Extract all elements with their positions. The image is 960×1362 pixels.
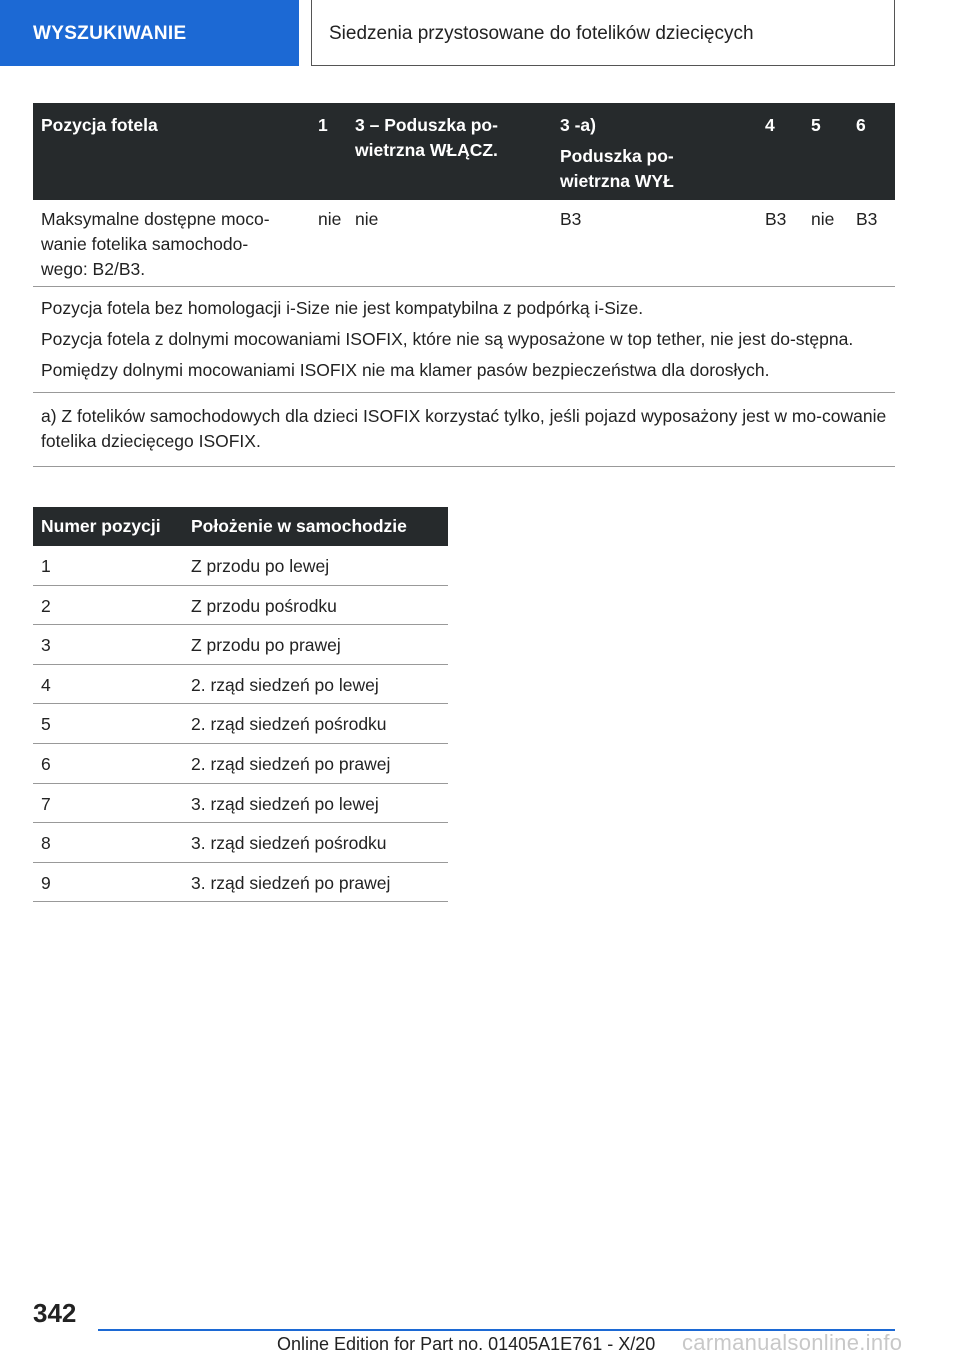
note-text: Pozycja fotela bez homologacji i-Size nie jest kompatybilna z podpórką i-Size. xyxy=(41,298,644,318)
position-location: Z przodu po prawej xyxy=(191,635,341,656)
page-header xyxy=(0,0,960,66)
search-button[interactable]: WYSZUKIWANIE xyxy=(0,0,299,66)
position-number: 8 xyxy=(41,833,51,854)
cell-value: B3 xyxy=(856,209,878,229)
header-cell-6: 6 xyxy=(856,115,866,135)
table-row xyxy=(33,546,448,586)
table-row xyxy=(33,665,448,705)
position-number: 9 xyxy=(41,872,51,893)
position-number: 4 xyxy=(41,674,51,695)
position-number: 1 xyxy=(41,556,51,576)
position-location: 2. rząd siedzeń po prawej xyxy=(191,753,391,774)
position-location: 2. rząd siedzeń pośrodku xyxy=(191,714,387,735)
position-location: 2. rząd siedzeń po lewej xyxy=(191,674,379,695)
cell-value: nie xyxy=(318,209,342,229)
position-number: 7 xyxy=(41,793,51,814)
table-row xyxy=(33,784,448,824)
note-text: Pomiędzy dolnymi mocowaniami ISOFIX nie ma klamer pasów bezpieczeństwa dla dorosłych. xyxy=(41,360,770,380)
table-header xyxy=(33,507,448,546)
position-number: 5 xyxy=(41,714,51,735)
header-cell-position-number: Numer pozycji xyxy=(41,516,161,536)
position-number: 3 xyxy=(41,635,51,656)
table-body xyxy=(33,546,448,902)
cell-value: B3 xyxy=(765,209,787,229)
header-cell-3-airbag-off: 3 -a) Poduszka po- wietrzna WYŁ xyxy=(560,115,674,191)
header-cell-4: 4 xyxy=(765,115,775,135)
table-row xyxy=(33,200,895,287)
page-number: 342 xyxy=(33,1298,77,1328)
header-cell-3-airbag-on: 3 – Poduszka po- wietrzna WŁĄCZ. xyxy=(355,115,498,160)
breadcrumb-title: Siedzenia przystosowane do fotelików dziecięcych xyxy=(329,22,754,44)
position-location: Z przodu po lewej xyxy=(191,556,330,576)
table-row xyxy=(33,863,448,903)
watermark: carmanualsonline.info xyxy=(682,1330,903,1355)
cell-value: nie xyxy=(811,209,835,229)
breadcrumb xyxy=(311,0,895,66)
position-location: Z przodu pośrodku xyxy=(191,595,337,616)
position-location: 3. rząd siedzeń po lewej xyxy=(191,793,379,814)
table-row xyxy=(33,704,448,744)
position-location: 3. rząd siedzeń po prawej xyxy=(191,872,391,893)
header-cell-1: 1 xyxy=(318,115,328,135)
seat-compatibility-table xyxy=(33,103,895,467)
cell-value: nie xyxy=(355,209,379,229)
position-location: 3. rząd siedzeń pośrodku xyxy=(191,833,387,854)
table-row xyxy=(33,744,448,784)
header-cell-seat-position: Pozycja fotela xyxy=(41,115,158,135)
table-row xyxy=(33,586,448,626)
cell-value: B3 xyxy=(560,209,582,229)
header-cell-location: Położenie w samochodzie xyxy=(191,516,407,536)
position-number: 6 xyxy=(41,753,51,774)
row-divider xyxy=(33,901,448,902)
position-number: 2 xyxy=(41,595,51,616)
edition-text: Online Edition for Part no. 01405A1E761 - X/20 xyxy=(277,1334,656,1354)
row-label: Maksymalne dostępne moco- wanie fotelika samochodo- wego: B2/B3. xyxy=(41,209,270,279)
table-footnote: a) Z fotelików samochodowych dla dzieci ISOFIX korzystać tylko, jeśli pojazd wyposażony jest w mo-cowanie fotelika dziecięcego ISOFIX. xyxy=(33,393,895,467)
table-row xyxy=(33,625,448,665)
table-notes xyxy=(33,287,895,393)
table-row xyxy=(33,823,448,863)
position-table xyxy=(33,507,448,902)
header-cell-5: 5 xyxy=(811,115,821,135)
note-text: Pozycja fotela z dolnymi mocowaniami ISOFIX, które nie są wyposażone w top tether, nie jest do-stępna. xyxy=(41,329,854,349)
table-header xyxy=(33,103,895,200)
